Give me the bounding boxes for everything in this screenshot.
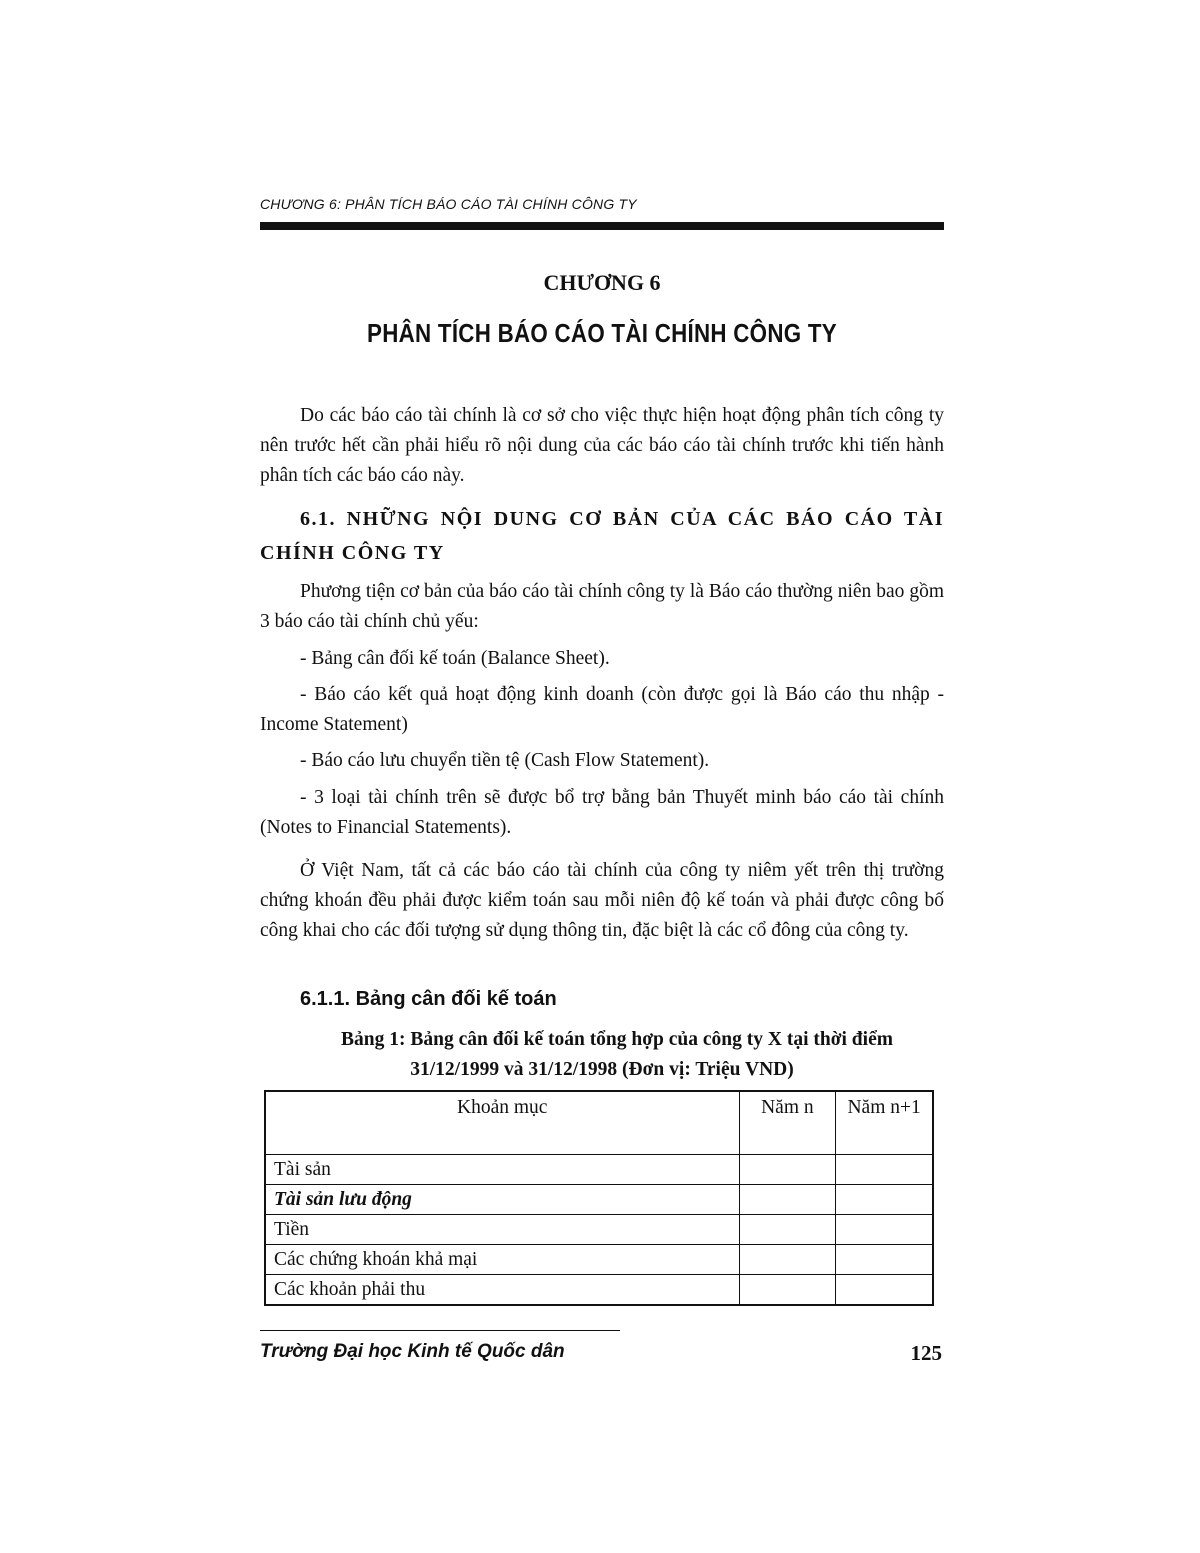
row-year-n1 bbox=[836, 1275, 933, 1306]
row-year-n1 bbox=[836, 1245, 933, 1275]
table-caption-line2: 31/12/1999 và 31/12/1998 (Đơn vị: Triệu VND) bbox=[410, 1059, 794, 1080]
balance-sheet-table bbox=[264, 1090, 934, 1306]
table-row bbox=[265, 1215, 933, 1245]
header-year-n1: Năm n+1 bbox=[836, 1091, 933, 1155]
table-caption-line1: Bảng 1: Bảng cân đối kế toán tổng hợp của công ty X tại thời điểm bbox=[341, 1029, 893, 1050]
row-year-n1 bbox=[836, 1185, 933, 1215]
row-year-n bbox=[739, 1185, 836, 1215]
table-row bbox=[265, 1185, 933, 1215]
row-year-n1 bbox=[836, 1215, 933, 1245]
section-paragraph: Phương tiện cơ bản của báo cáo tài chính công ty là Báo cáo thường niên bao gồm 3 báo cáo tài chính chủ yếu: bbox=[260, 581, 944, 632]
row-item: Tài sản bbox=[265, 1155, 739, 1185]
row-year-n bbox=[739, 1245, 836, 1275]
row-year-n bbox=[739, 1155, 836, 1185]
list-item-notes: - 3 loại tài chính trên sẽ được bổ trợ bằng bản Thuyết minh báo cáo tài chính (Notes to Financial Statements). bbox=[260, 787, 944, 838]
header-rule bbox=[260, 222, 944, 230]
list-item-balance-sheet: - Bảng cân đối kế toán (Balance Sheet). bbox=[300, 648, 610, 669]
chapter-title: PHÂN TÍCH BÁO CÁO TÀI CHÍNH CÔNG TY bbox=[367, 318, 837, 348]
table-row bbox=[265, 1155, 933, 1185]
row-year-n1 bbox=[836, 1155, 933, 1185]
list-item-income-statement: - Báo cáo kết quả hoạt động kinh doanh (còn được gọi là Báo cáo thu nhập - Income Statement) bbox=[260, 684, 944, 735]
row-item: Các khoản phải thu bbox=[265, 1275, 739, 1306]
row-year-n bbox=[739, 1215, 836, 1245]
list-item-cash-flow: - Báo cáo lưu chuyển tiền tệ (Cash Flow Statement). bbox=[300, 750, 710, 771]
table-row bbox=[265, 1275, 933, 1306]
footer-school: Trường Đại học Kinh tế Quốc dân bbox=[260, 1341, 565, 1362]
row-year-n bbox=[739, 1275, 836, 1306]
table-header-row bbox=[265, 1091, 933, 1155]
header-item: Khoản mục bbox=[265, 1091, 739, 1155]
vietnam-paragraph: Ở Việt Nam, tất cả các báo cáo tài chính của công ty niêm yết trên thị trường chứng khoán đều phải được kiểm toán sau mỗi niên độ kế toán và phải được công bố công khai cho các đối tượng sử dụng thông tin, đặc biệt là các cổ đông của công ty. bbox=[260, 860, 944, 941]
intro-paragraph: Do các báo cáo tài chính là cơ sở cho việc thực hiện hoạt động phân tích công ty nên trước hết cần phải hiểu rõ nội dung của các báo cáo tài chính trước khi tiến hành phân tích các báo cáo này. bbox=[260, 405, 944, 486]
page-number: 125 bbox=[910, 1341, 942, 1365]
footer-rule bbox=[260, 1330, 620, 1331]
row-item: Tài sản lưu động bbox=[265, 1185, 739, 1215]
header-year-n: Năm n bbox=[739, 1091, 836, 1155]
running-header: CHƯƠNG 6: PHÂN TÍCH BÁO CÁO TÀI CHÍNH CÔNG TY bbox=[260, 196, 637, 212]
subsection-heading-6-1-1: 6.1.1. Bảng cân đối kế toán bbox=[300, 988, 557, 1010]
row-item: Các chứng khoán khả mại bbox=[265, 1245, 739, 1275]
chapter-number: CHƯƠNG 6 bbox=[543, 270, 661, 295]
row-item: Tiền bbox=[265, 1215, 739, 1245]
section-heading-6-1: 6.1. NHỮNG NỘI DUNG CƠ BẢN CỦA CÁC BÁO CÁO TÀI CHÍNH CÔNG TY bbox=[260, 508, 944, 564]
table-row bbox=[265, 1245, 933, 1275]
